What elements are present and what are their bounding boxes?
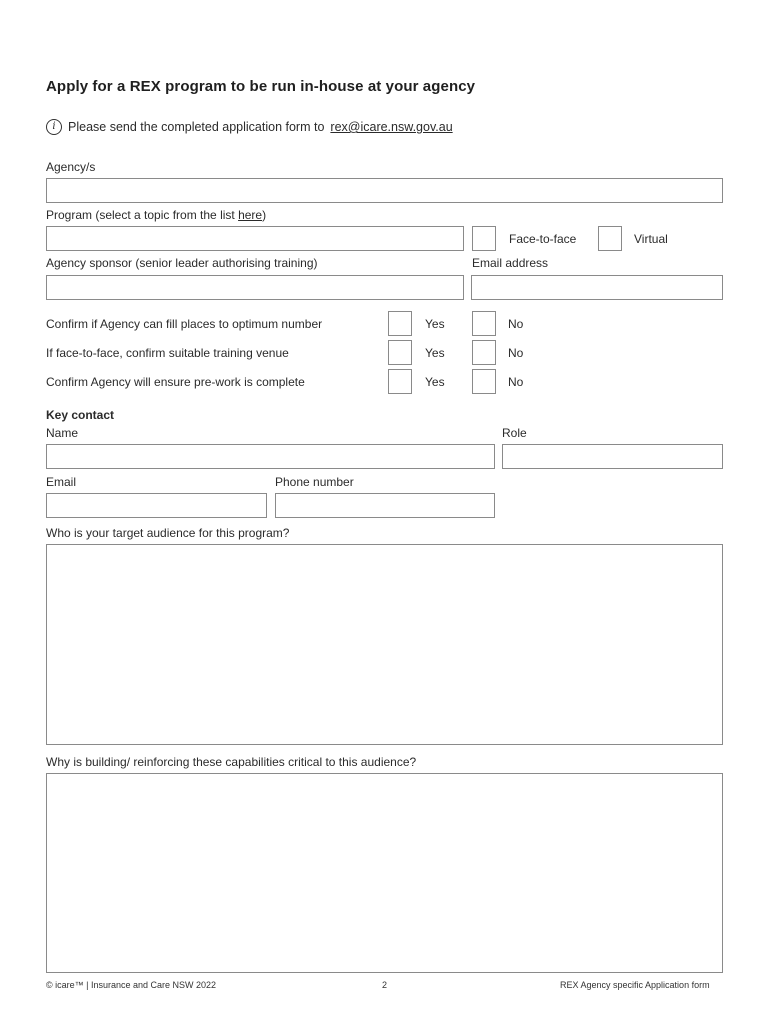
footer-copyright: © icare™ | Insurance and Care NSW 2022 [46, 980, 217, 990]
confirm-prework-no-label: No [508, 375, 524, 389]
capabilities-label: Why is building/ reinforcing these capabilities critical to this audience? [46, 755, 417, 769]
program-list-link[interactable]: here [238, 208, 263, 222]
confirm-venue-yes-label: Yes [425, 346, 445, 360]
email-address-input[interactable] [471, 275, 723, 300]
phone-label: Phone number [275, 475, 354, 489]
program-input[interactable] [46, 226, 464, 251]
face-to-face-checkbox[interactable] [472, 226, 496, 251]
sponsor-input[interactable] [46, 275, 464, 300]
confirm-venue-no-label: No [508, 346, 524, 360]
agency-label: Agency/s [46, 160, 96, 174]
role-input[interactable] [502, 444, 723, 469]
virtual-checkbox[interactable] [598, 226, 622, 251]
email-link[interactable]: rex@icare.nsw.gov.au [330, 120, 453, 134]
contact-email-label: Email [46, 475, 77, 489]
confirm-optimum-yes-checkbox[interactable] [388, 311, 412, 336]
confirm-optimum-question: Confirm if Agency can fill places to optimum number [46, 317, 323, 331]
audience-label: Who is your target audience for this program? [46, 526, 290, 540]
confirm-venue-yes-checkbox[interactable] [388, 340, 412, 365]
program-label [46, 208, 266, 222]
sponsor-label: Agency sponsor (senior leader authorising training) [46, 256, 318, 270]
confirm-prework-yes-label: Yes [425, 375, 445, 389]
confirm-optimum-no-label: No [508, 317, 524, 331]
confirm-optimum-yes-label: Yes [425, 317, 445, 331]
footer-page-number: 2 [382, 980, 388, 990]
confirm-venue-question: If face-to-face, confirm suitable training venue [46, 346, 289, 360]
face-to-face-label: Face-to-face [509, 232, 577, 246]
role-label: Role [502, 426, 527, 440]
name-label: Name [46, 426, 79, 440]
confirm-prework-no-checkbox[interactable] [472, 369, 496, 394]
email-address-label: Email address [472, 256, 549, 270]
page-title: Apply for a REX program to be run in-house at your agency [46, 78, 476, 95]
confirm-prework-question: Confirm Agency will ensure pre-work is complete [46, 375, 305, 389]
confirm-venue-no-checkbox[interactable] [472, 340, 496, 365]
audience-textarea[interactable] [46, 544, 723, 745]
agency-input[interactable] [46, 178, 723, 203]
capabilities-textarea[interactable] [46, 773, 723, 973]
confirm-optimum-no-checkbox[interactable] [472, 311, 496, 336]
contact-email-input[interactable] [46, 493, 267, 518]
name-input[interactable] [46, 444, 495, 469]
confirm-prework-yes-checkbox[interactable] [388, 369, 412, 394]
info-note [46, 119, 453, 135]
phone-input[interactable] [275, 493, 495, 518]
info-note-text: Please send the completed application form to [68, 120, 325, 134]
info-icon: i [46, 119, 62, 135]
footer-form-title: REX Agency specific Application form [560, 980, 710, 990]
program-label-text: Program (select a topic from the list [46, 208, 235, 222]
program-label-close: ) [262, 208, 267, 222]
virtual-label: Virtual [634, 232, 668, 246]
key-contact-heading: Key contact [46, 408, 115, 422]
